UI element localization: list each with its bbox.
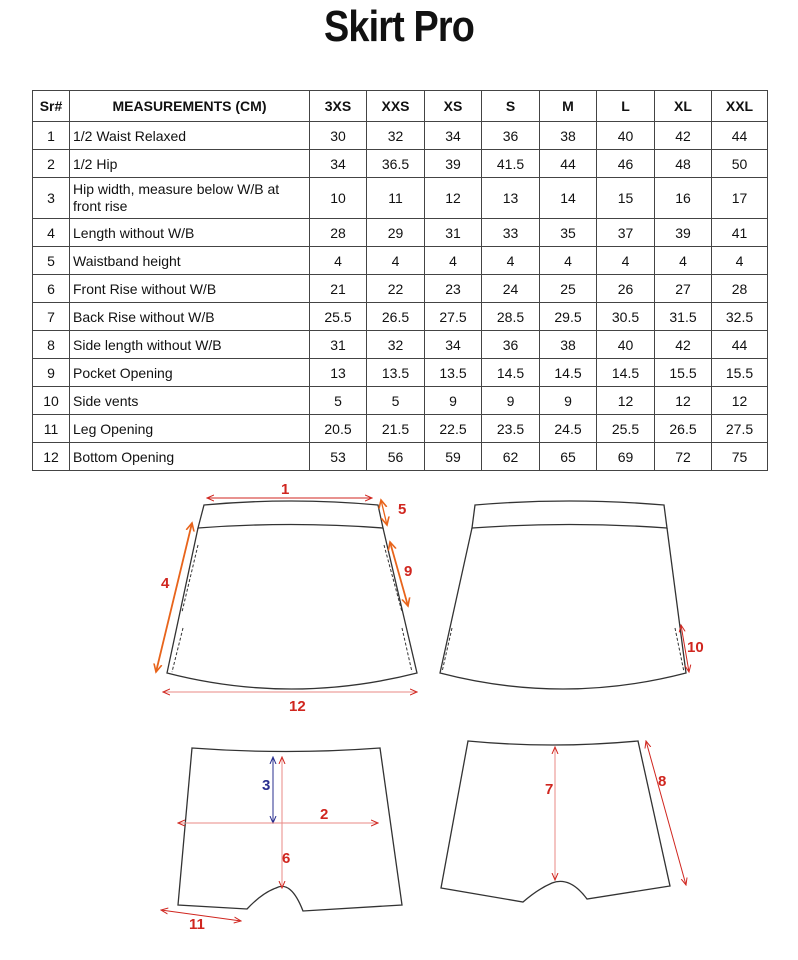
size-value: 36 <box>482 331 540 359</box>
size-value: 15 <box>597 178 655 219</box>
size-value: 34 <box>425 331 482 359</box>
size-value: 9 <box>482 387 540 415</box>
size-value: 53 <box>310 443 367 471</box>
size-value: 16 <box>655 178 712 219</box>
row-number: 8 <box>33 331 70 359</box>
label-11: 11 <box>189 916 205 933</box>
size-value: 4 <box>597 247 655 275</box>
size-value: 39 <box>655 219 712 247</box>
label-8: 8 <box>658 773 667 790</box>
size-value: 4 <box>482 247 540 275</box>
size-value: 32.5 <box>712 303 768 331</box>
size-value: 23.5 <box>482 415 540 443</box>
page-title: Skirt Pro <box>324 2 474 51</box>
size-value: 4 <box>712 247 768 275</box>
measure-line-4 <box>156 523 192 672</box>
measurement-name: Leg Opening <box>70 415 310 443</box>
measurement-name: Side length without W/B <box>70 331 310 359</box>
size-value: 65 <box>540 443 597 471</box>
size-value: 4 <box>655 247 712 275</box>
size-value: 26.5 <box>655 415 712 443</box>
measurement-name: Side vents <box>70 387 310 415</box>
size-value: 44 <box>712 331 768 359</box>
size-value: 28 <box>712 275 768 303</box>
size-value: 17 <box>712 178 768 219</box>
size-value: 62 <box>482 443 540 471</box>
measure-line-8 <box>646 741 686 885</box>
label-9: 9 <box>404 563 413 580</box>
size-value: 11 <box>367 178 425 219</box>
column-header: XL <box>655 91 712 122</box>
size-value: 22 <box>367 275 425 303</box>
column-header: L <box>597 91 655 122</box>
size-value: 27.5 <box>712 415 768 443</box>
size-value: 5 <box>310 387 367 415</box>
measurement-name: Hip width, measure below W/B at front rise <box>70 178 310 219</box>
size-value: 9 <box>425 387 482 415</box>
size-value: 24.5 <box>540 415 597 443</box>
label-6: 6 <box>282 850 291 867</box>
size-value: 25.5 <box>310 303 367 331</box>
size-value: 42 <box>655 331 712 359</box>
measurement-name: Bottom Opening <box>70 443 310 471</box>
size-value: 13.5 <box>367 359 425 387</box>
size-value: 14.5 <box>597 359 655 387</box>
size-value: 13.5 <box>425 359 482 387</box>
size-value: 75 <box>712 443 768 471</box>
size-value: 32 <box>367 331 425 359</box>
row-number: 6 <box>33 275 70 303</box>
row-number: 4 <box>33 219 70 247</box>
size-value: 34 <box>310 150 367 178</box>
column-header: M <box>540 91 597 122</box>
label-3: 3 <box>262 777 271 794</box>
size-value: 14.5 <box>540 359 597 387</box>
size-value: 44 <box>540 150 597 178</box>
size-value: 12 <box>712 387 768 415</box>
label-7: 7 <box>545 781 554 798</box>
size-value: 31 <box>310 331 367 359</box>
size-value: 36.5 <box>367 150 425 178</box>
column-header: XS <box>425 91 482 122</box>
size-value: 21.5 <box>367 415 425 443</box>
measurement-name: Front Rise without W/B <box>70 275 310 303</box>
size-value: 13 <box>310 359 367 387</box>
size-value: 40 <box>597 122 655 150</box>
size-value: 12 <box>655 387 712 415</box>
size-value: 31 <box>425 219 482 247</box>
measurement-name: Waistband height <box>70 247 310 275</box>
size-value: 37 <box>597 219 655 247</box>
measurement-name: Length without W/B <box>70 219 310 247</box>
size-value: 15.5 <box>712 359 768 387</box>
row-number: 1 <box>33 122 70 150</box>
column-header: S <box>482 91 540 122</box>
size-value: 36 <box>482 122 540 150</box>
front-skirt-sketch <box>167 501 417 689</box>
size-value: 21 <box>310 275 367 303</box>
size-value: 12 <box>597 387 655 415</box>
size-value: 29.5 <box>540 303 597 331</box>
row-number: 7 <box>33 303 70 331</box>
size-value: 38 <box>540 122 597 150</box>
size-value: 50 <box>712 150 768 178</box>
size-value: 33 <box>482 219 540 247</box>
size-value: 25 <box>540 275 597 303</box>
front-shorts-sketch <box>178 748 402 911</box>
size-value: 26.5 <box>367 303 425 331</box>
size-value: 41.5 <box>482 150 540 178</box>
size-value: 46 <box>597 150 655 178</box>
size-value: 23 <box>425 275 482 303</box>
column-header: 3XS <box>310 91 367 122</box>
size-value: 31.5 <box>655 303 712 331</box>
back-skirt-sketch <box>440 501 686 689</box>
size-value: 42 <box>655 122 712 150</box>
label-5: 5 <box>398 501 407 518</box>
label-1: 1 <box>281 481 290 498</box>
size-value: 59 <box>425 443 482 471</box>
label-10: 10 <box>687 639 704 656</box>
size-value: 28.5 <box>482 303 540 331</box>
size-value: 27 <box>655 275 712 303</box>
size-value: 14.5 <box>482 359 540 387</box>
size-value: 15.5 <box>655 359 712 387</box>
column-header: MEASUREMENTS (CM) <box>70 91 310 122</box>
column-header: XXS <box>367 91 425 122</box>
column-header: XXL <box>712 91 768 122</box>
measurement-name: 1/2 Waist Relaxed <box>70 122 310 150</box>
label-12: 12 <box>289 698 306 715</box>
size-value: 30.5 <box>597 303 655 331</box>
label-2: 2 <box>320 806 329 823</box>
size-value: 28 <box>310 219 367 247</box>
size-value: 34 <box>425 122 482 150</box>
column-header: Sr# <box>33 91 70 122</box>
size-value: 56 <box>367 443 425 471</box>
row-number: 5 <box>33 247 70 275</box>
size-value: 40 <box>597 331 655 359</box>
size-value: 4 <box>310 247 367 275</box>
row-number: 10 <box>33 387 70 415</box>
size-value: 35 <box>540 219 597 247</box>
size-value: 30 <box>310 122 367 150</box>
size-value: 44 <box>712 122 768 150</box>
size-value: 22.5 <box>425 415 482 443</box>
size-value: 41 <box>712 219 768 247</box>
size-value: 38 <box>540 331 597 359</box>
size-value: 32 <box>367 122 425 150</box>
measurement-name: Pocket Opening <box>70 359 310 387</box>
label-4: 4 <box>161 575 170 592</box>
size-value: 13 <box>482 178 540 219</box>
row-number: 12 <box>33 443 70 471</box>
size-value: 25.5 <box>597 415 655 443</box>
size-value: 24 <box>482 275 540 303</box>
size-value: 26 <box>597 275 655 303</box>
size-value: 4 <box>540 247 597 275</box>
size-value: 27.5 <box>425 303 482 331</box>
size-value: 48 <box>655 150 712 178</box>
size-value: 12 <box>425 178 482 219</box>
size-value: 39 <box>425 150 482 178</box>
row-number: 11 <box>33 415 70 443</box>
size-value: 4 <box>367 247 425 275</box>
row-number: 3 <box>33 178 70 219</box>
size-value: 72 <box>655 443 712 471</box>
size-value: 4 <box>425 247 482 275</box>
measurement-name: 1/2 Hip <box>70 150 310 178</box>
size-value: 14 <box>540 178 597 219</box>
measurement-name: Back Rise without W/B <box>70 303 310 331</box>
size-value: 69 <box>597 443 655 471</box>
size-value: 9 <box>540 387 597 415</box>
row-number: 9 <box>33 359 70 387</box>
row-number: 2 <box>33 150 70 178</box>
size-value: 5 <box>367 387 425 415</box>
size-value: 29 <box>367 219 425 247</box>
size-value: 20.5 <box>310 415 367 443</box>
size-value: 10 <box>310 178 367 219</box>
